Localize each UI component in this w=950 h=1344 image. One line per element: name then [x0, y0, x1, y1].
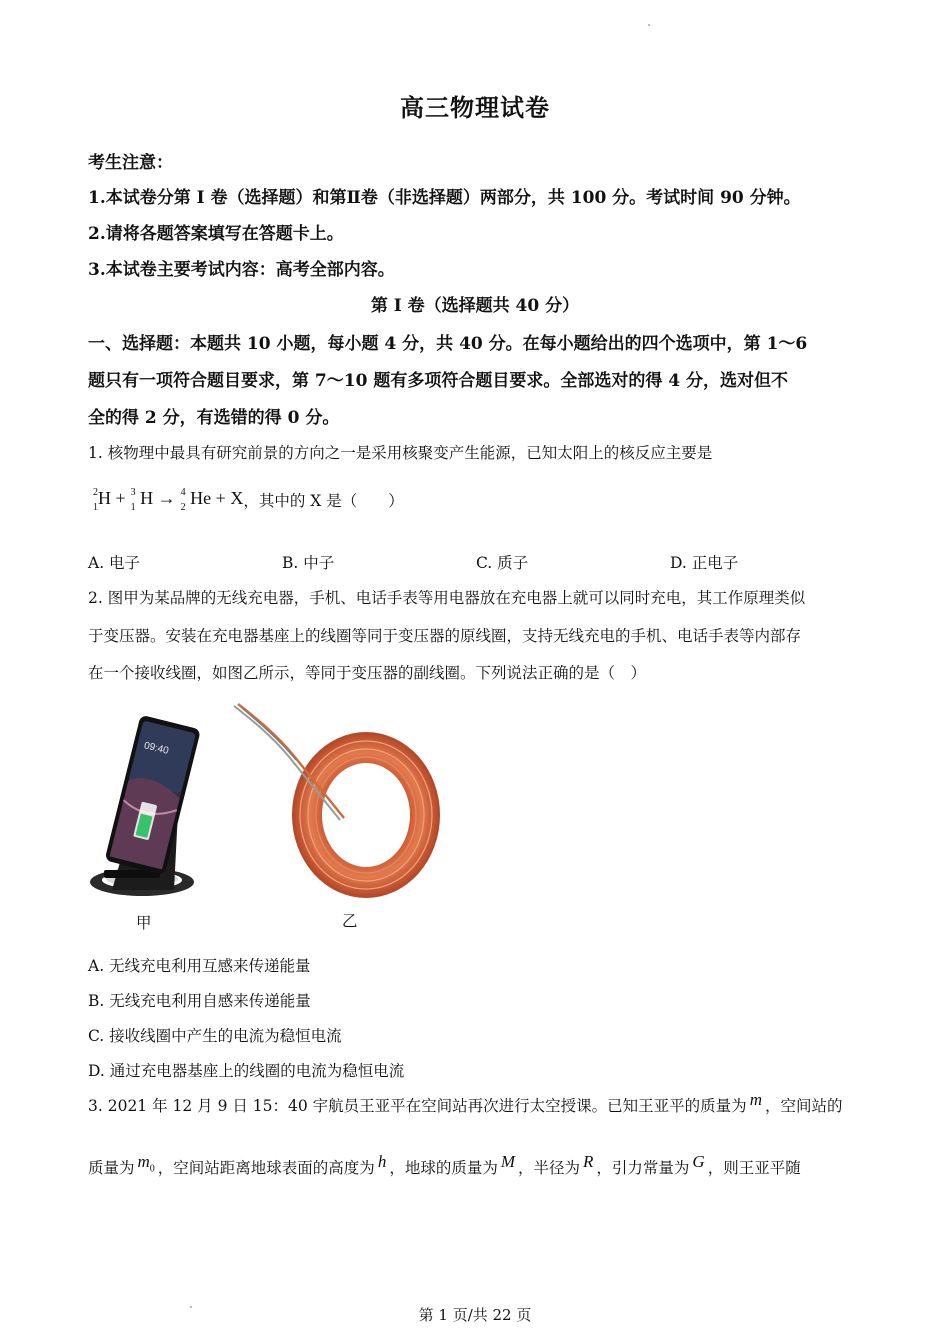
receiving-coil-figure	[228, 702, 444, 902]
q1-option-d: D. 正电子	[670, 554, 739, 572]
q2-option-c: C. 接收线圈中产生的电流为稳恒电流	[88, 1027, 342, 1045]
notice-heading: 考生注意：	[88, 153, 173, 173]
q2-line: 在一个接收线圈，如图乙所示，等同于变压器的副线圈。下列说法正确的是（ ）	[88, 664, 647, 682]
figure-caption-b: 乙	[342, 912, 358, 930]
isotope-he4: 4 2	[180, 487, 186, 513]
notice-item: 3.本试卷主要考试内容：高考全部内容。	[88, 260, 395, 280]
q2-line: 于变压器。安装在充电器基座上的线圈等同于变压器的原线圈，支持无线充电的手机、电话手表等内部存	[88, 627, 802, 645]
page-footer: 第 1 页/共 22 页	[418, 1306, 532, 1324]
notice-item: 1.本试卷分第 I 卷（选择题）和第Ⅱ卷（非选择题）两部分，共 100 分。考试时间 90 分钟。	[88, 188, 801, 208]
section-title: 第 I 卷（选择题共 40 分）	[370, 296, 580, 316]
q3-line-2: 质量为 $m_0$ ，空间站距离地球表面的高度为 h ，地球的质量为 M ，半径为 R ，引力常量为 G ，则王亚平随	[88, 1152, 801, 1177]
q1-formula-line	[88, 487, 404, 513]
q2-line: 2. 图甲为某品牌的无线充电器，手机、电话手表等用电器放在充电器上就可以同时充电，其工作原理类似	[88, 589, 806, 607]
var-h: h	[377, 1152, 387, 1171]
q1-text: 1. 核物理中最具有研究前景的方向之一是采用核聚变产生能源，已知太阳上的核反应主要是	[88, 444, 713, 462]
notice-item: 2.请将各题答案填写在答题卡上。	[88, 224, 344, 244]
var-G: G	[692, 1152, 705, 1171]
q1-option-c: C. 质子	[476, 554, 529, 572]
q1-option-a: A. 电子	[88, 554, 141, 572]
var-m0: $m_0$	[137, 1152, 155, 1175]
q1-tail: ，其中的 X 是（ ）	[243, 492, 404, 510]
scan-dot	[648, 24, 650, 26]
page-title: 高三物理试卷	[400, 93, 550, 122]
figure-caption-a: 甲	[136, 914, 152, 932]
nuclear-equation: 2 1 H + 3 1 H → 4 2 He + X	[88, 487, 243, 513]
wireless-charger-figure	[84, 712, 204, 904]
var-R: R	[583, 1152, 594, 1171]
instruction-line: 题只有一项符合题目要求，第 7～10 题有多项符合题目要求。全部选对的得 4 分，选对但不	[88, 371, 788, 391]
phone-clock: 09:40	[142, 740, 170, 757]
q1-option-b: B. 中子	[282, 554, 335, 572]
isotope-h2: 2 1	[93, 487, 98, 513]
instruction-line: 全的得 2 分，有选错的得 0 分。	[88, 408, 340, 428]
q2-option-b: B. 无线充电利用自感来传递能量	[88, 992, 311, 1010]
isotope-h3: 3 1	[130, 487, 136, 513]
var-m: m	[749, 1090, 762, 1109]
var-M: M	[500, 1152, 515, 1171]
instruction-line: 一、选择题：本题共 10 小题，每小题 4 分，共 40 分。在每小题给出的四个选项中，第 1～6	[88, 334, 808, 354]
q3-line-1: 3. 2021 年 12 月 9 日 15：40 宇航员王亚平在空间站再次进行太空授课。已知王亚平的质量为 m ，空间站的	[88, 1090, 843, 1115]
q2-option-a: A. 无线充电利用互感来传递能量	[88, 957, 311, 975]
q2-option-d: D. 通过充电器基座上的线圈的电流为稳恒电流	[88, 1062, 405, 1080]
